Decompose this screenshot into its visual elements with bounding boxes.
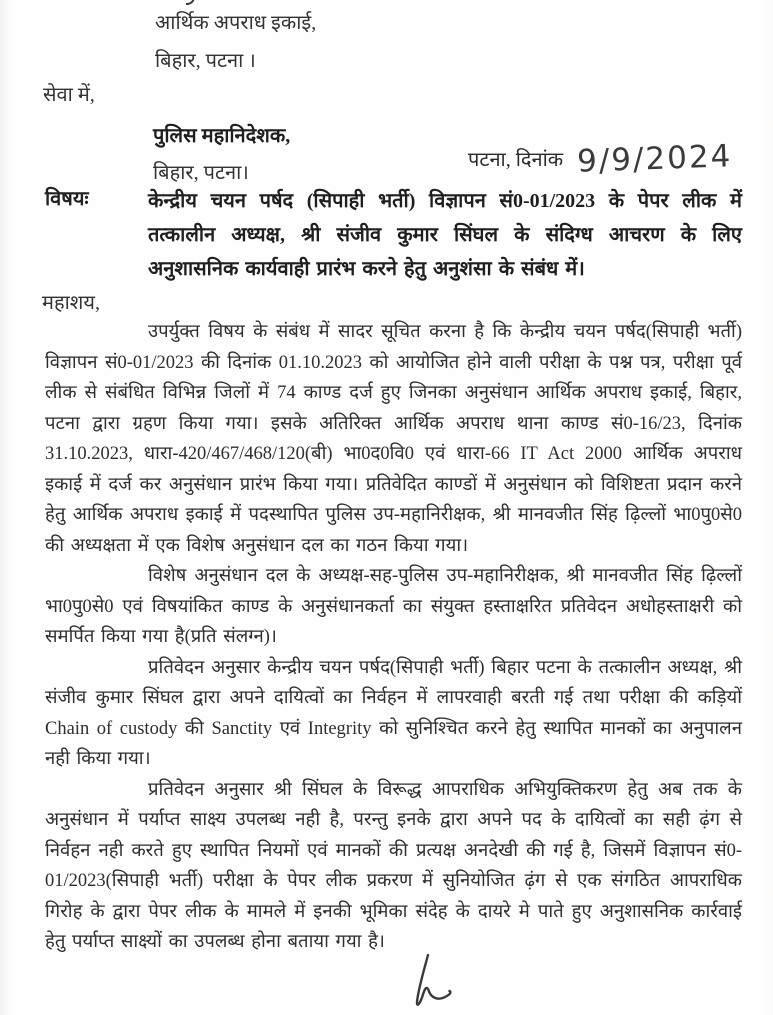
subject-label: विषयः — [45, 188, 89, 210]
sender-address-block — [155, 4, 316, 80]
sender-location: बिहार, पटना । — [155, 50, 256, 72]
salutation-to: सेवा में, — [43, 84, 95, 106]
addressee-block — [153, 118, 290, 192]
addressee-location: बिहार, पटना। — [153, 162, 249, 184]
dateline — [468, 138, 734, 180]
subject-text: केन्द्रीय चयन पर्षद (सिपाही भर्ती) विज्ञापन सं0-01/2023 के पेपर लीक में तत्कालीन अध्यक्ष, श्री संजीव कुमार सिंघल के संदिग्ध आचरण के लिए अनुशासनिक कार्यवाही प्रारंभ करने हेतु अनुशंसा के संबंध में। — [148, 190, 742, 280]
letter-body — [45, 317, 742, 958]
dateline-label: पटना, दिनांक — [468, 149, 564, 171]
signature-squiggle-icon — [398, 952, 456, 1008]
handwritten-date: 9/9/2024 — [576, 138, 734, 180]
addressee-title: पुलिस महानिदेशक, — [153, 125, 291, 147]
body-paragraph: प्रतिवेदन अनुसार केन्द्रीय चयन पर्षद(सिपाही भर्ती) बिहार पटना के तत्कालीन अध्यक्ष, श्री संजीव कुमार सिंघल द्वारा अपने दायित्वों का निर्वहन में लापरवाही बरती गई तथा परीक्षा की कड़ियों Chain of custody की Sanctity एवं Integrity को सुनिश्चित करने हेतु स्थापित मानकों का अनुपालन नही किया गया। — [45, 657, 742, 769]
subject-row — [45, 184, 742, 286]
sender-unit: आर्थिक अपराध इकाई, — [155, 12, 317, 34]
greeting: महाशय, — [42, 292, 100, 314]
body-paragraph: विशेष अनुसंधान दल के अध्यक्ष-सह-पुलिस उप-महानिरीक्षक, श्री मानवजीत सिंह ढ़िल्लों भा0पु0से0 एवं विषयांकित काण्ड के अनुसंधानकर्ता का संयुक्त हस्ताक्षरित प्रतिवेदन अधोहस्ताक्षरी को समर्पित किया गया है(प्रति संलग्न)। — [45, 566, 742, 647]
body-paragraph: उपर्युक्त विषय के संबंध में सादर सूचित करना है कि केन्द्रीय चयन पर्षद(सिपाही भर्ती) विज्ञापन सं0-01/2023 की दिनांक 01.10.2023 को आयोजित होने वाली परीक्षा के पश्न पत्र, परीक्षा पूर्व लीक से संबंधित विभिन्न जिलों में 74 काण्ड दर्ज हुए जिनका अनुसंधान आर्थिक अपराध इकाई, बिहार, पटना द्वारा ग्रहण किया गया। इसके अतिरिक्त आर्थिक अपराध थाना काण्ड सं0-16/23, दिनांक 31.10.2023, धारा-420/467/468/120(बी) भा0द0वि0 एवं धारा-66 IT Act 2000 आर्थिक अपराध इकाई में दर्ज कर अनुसंधान प्रारंभ किया गया। प्रतिवेदित काण्डों में अनुसंधान को विशिष्टता प्रदान करने हेतु आर्थिक अपराध इकाई में पदस्थापित पुलिस उप-महानिरीक्षक, श्री मानवजीत सिंह ढ़िल्लों भा0पु0से0 की अध्यक्षता में एक विशेष अनुसंधान दल का गठन किया गया। — [45, 322, 742, 556]
body-paragraph: प्रतिवेदन अनुसार श्री सिंघल के विरूद्ध आपराधिक अभियुक्तिकरण हेतु अब तक के अनुसंधान में पर्याप्त साक्ष्य उपलब्ध नही है, परन्तु इनके द्वारा अपने पद के दायित्वों का सही ढ़ंग से निर्वहन नही करते हुए स्थापित नियमों एवं मानकों की प्रत्यक्ष अनदेखी की गई है, जिसमें विज्ञापन सं0-01/2023(सिपाही भर्ती) परीक्षा के पेपर लीक प्रकरण में सुनियोजित ढ़ंग से एक संगठित आपराधिक गिरोह के द्वारा पेपर लीक के मामले में इनकी भूमिका संदेह के दायरे मे पाते हुए अनुशासनिक कार्रवाई हेतु पर्याप्त साक्ष्यों का उपलब्ध होना बताया गया है। — [45, 779, 742, 952]
